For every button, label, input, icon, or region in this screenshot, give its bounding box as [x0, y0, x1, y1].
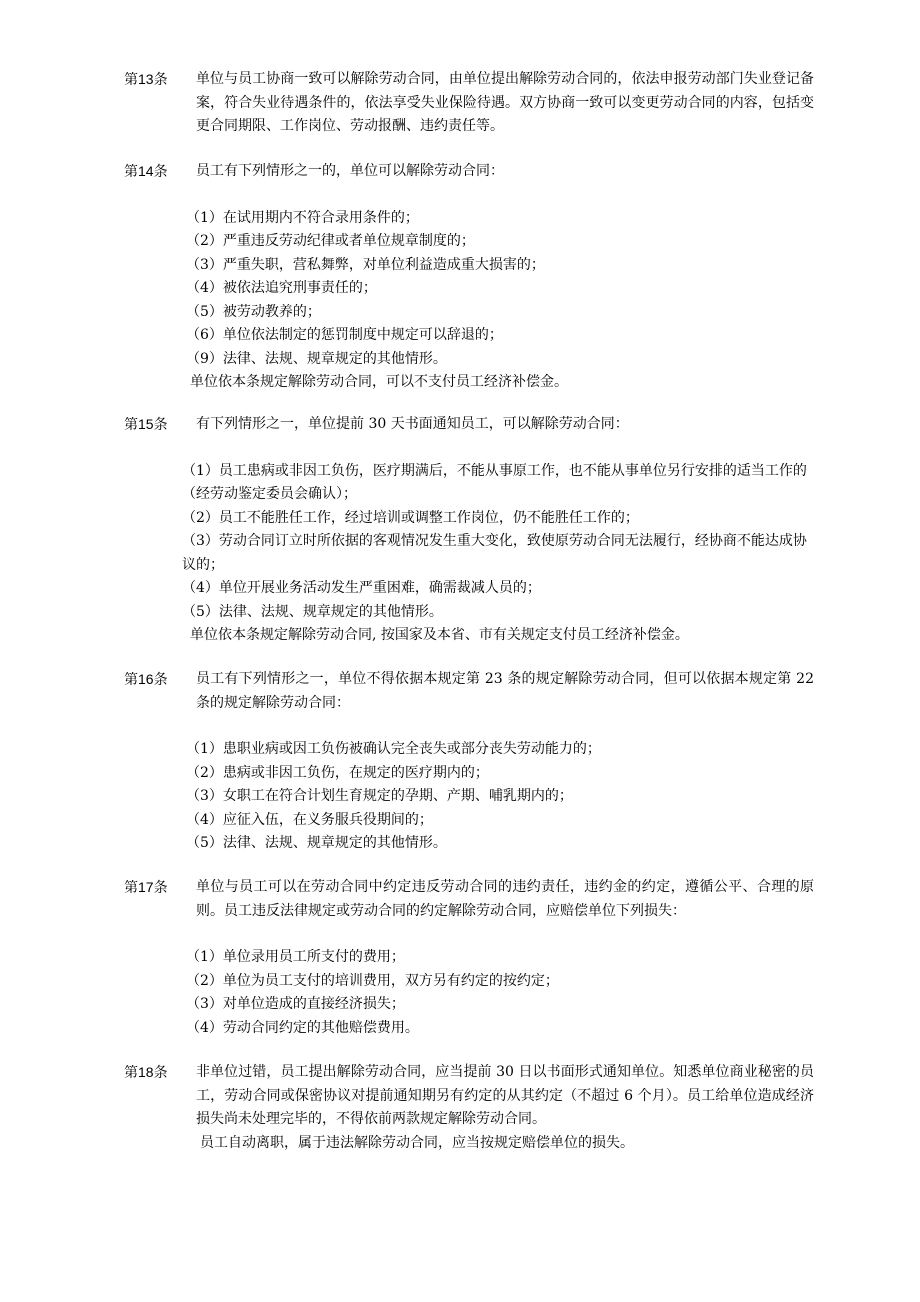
list-item: （1）单位录用员工所支付的费用； — [186, 949, 405, 965]
list-item: （2）严重违反劳动纪律或者单位规章制度的； — [186, 233, 475, 249]
article-number: 第18条 — [124, 1064, 168, 1080]
list-item: （5）法律、法规、规章规定的其他情形。 — [186, 835, 447, 851]
article-13 — [124, 68, 814, 139]
article-number: 第16条 — [124, 671, 168, 687]
article-note: 单位依本条规定解除劳动合同, 按国家及本省、市有关规定支付员工经济补偿金。 — [190, 627, 689, 643]
list-item: （4）被依法追究刑事责任的； — [186, 280, 377, 296]
article-text: 非单位过错，员工提出解除劳动合同，应当提前 30 日以书面形式通知单位。知悉单位商业秘密的员工，劳动合同或保密协议对提前通知期另有约定的从其约定（不超过 6 个月）。员工给单位造成经济损失尚未处理完毕的，不得依前两款规定解除劳动合同。 — [196, 1064, 814, 1127]
article-text: 员工有下列情形之一，单位不得依据本规定第 23 条的规定解除劳动合同，但可以依据本规定第 22 条的规定解除劳动合同： — [196, 671, 814, 711]
article-number: 第15条 — [124, 416, 168, 432]
list-item: （6）单位依法制定的惩罚制度中规定可以辞退的； — [186, 327, 503, 343]
article-text: 员工有下列情形之一的，单位可以解除劳动合同： — [196, 163, 504, 179]
article-number: 第14条 — [124, 163, 168, 179]
article-text: 单位与员工协商一致可以解除劳动合同，由单位提出解除劳动合同的，依法申报劳动部门失业登记备案，符合失业待遇条件的，依法享受失业保险待遇。双方协商一致可以变更劳动合同的内容，包括变更合同期限、工作岗位、劳动报酬、违约责任等。 — [196, 71, 814, 134]
list-item: （3）对单位造成的直接经济损失； — [186, 996, 405, 1012]
article-number: 第13条 — [124, 71, 168, 87]
list-item: （4）单位开展业务活动发生严重困难，确需裁减人员的； — [182, 580, 541, 596]
article-16 — [124, 668, 814, 856]
list-item: （9）法律、法规、规章规定的其他情形。 — [186, 350, 447, 367]
article-text: 有下列情形之一，单位提前 30 天书面通知员工，可以解除劳动合同： — [196, 416, 629, 432]
article-note: 员工自动离职，属于违法解除劳动合同，应当按规定赔偿单位的损失。 — [200, 1134, 634, 1151]
article-number: 第17条 — [124, 879, 168, 895]
article-text: 单位与员工可以在劳动合同中约定违反劳动合同的违约责任，违约金的约定，遵循公平、合理的原则。员工违反法律规定或劳动合同的约定解除劳动合同，应赔偿单位下列损失： — [196, 879, 814, 919]
list-item: （1）患职业病或因工负伤被确认完全丧失或部分丧失劳动能力的； — [186, 741, 601, 757]
list-item: （5）法律、法规、规章规定的其他情形。 — [182, 603, 443, 620]
list-item: （2）员工不能胜任工作，经过培训或调整工作岗位，仍不能胜任工作的； — [182, 509, 639, 526]
item-list — [120, 460, 810, 625]
article-14 — [124, 160, 814, 395]
list-item: （1）在试用期内不符合录用条件的； — [186, 209, 419, 226]
item-list — [124, 738, 814, 856]
list-item: （4）劳动合同约定的其他赔偿费用。 — [186, 1019, 419, 1036]
list-item: （1）员工患病或非因工负伤，医疗期满后，不能从事原工作，也不能从事单位另行安排的适当工作的（经劳动鉴定委员会确认）； — [182, 462, 807, 502]
list-item: （3）女职工在符合计划生育规定的孕期、产期、哺乳期内的； — [186, 788, 573, 804]
article-15 — [124, 413, 814, 648]
article-note: 单位依本条规定解除劳动合同，可以不支付员工经济补偿金。 — [190, 374, 568, 390]
item-list — [124, 946, 814, 1040]
list-item: （2）单位为员工支付的培训费用，双方另有约定的按约定； — [186, 972, 559, 989]
article-17 — [124, 876, 814, 1040]
list-item: （3）劳动合同订立时所依据的客观情况发生重大变化，致使原劳动合同无法履行，经协商不能达成协议的； — [182, 533, 807, 573]
list-item: （5）被劳动教养的； — [186, 303, 321, 320]
list-item: （4）应征入伍，在义务服兵役期间的； — [186, 811, 433, 828]
list-item: （2）患病或非因工负伤，在规定的医疗期内的； — [186, 764, 489, 781]
list-item: （3）严重失职，营私舞弊，对单位利益造成重大损害的； — [186, 256, 545, 273]
item-list — [124, 207, 814, 372]
article-18 — [124, 1061, 814, 1155]
